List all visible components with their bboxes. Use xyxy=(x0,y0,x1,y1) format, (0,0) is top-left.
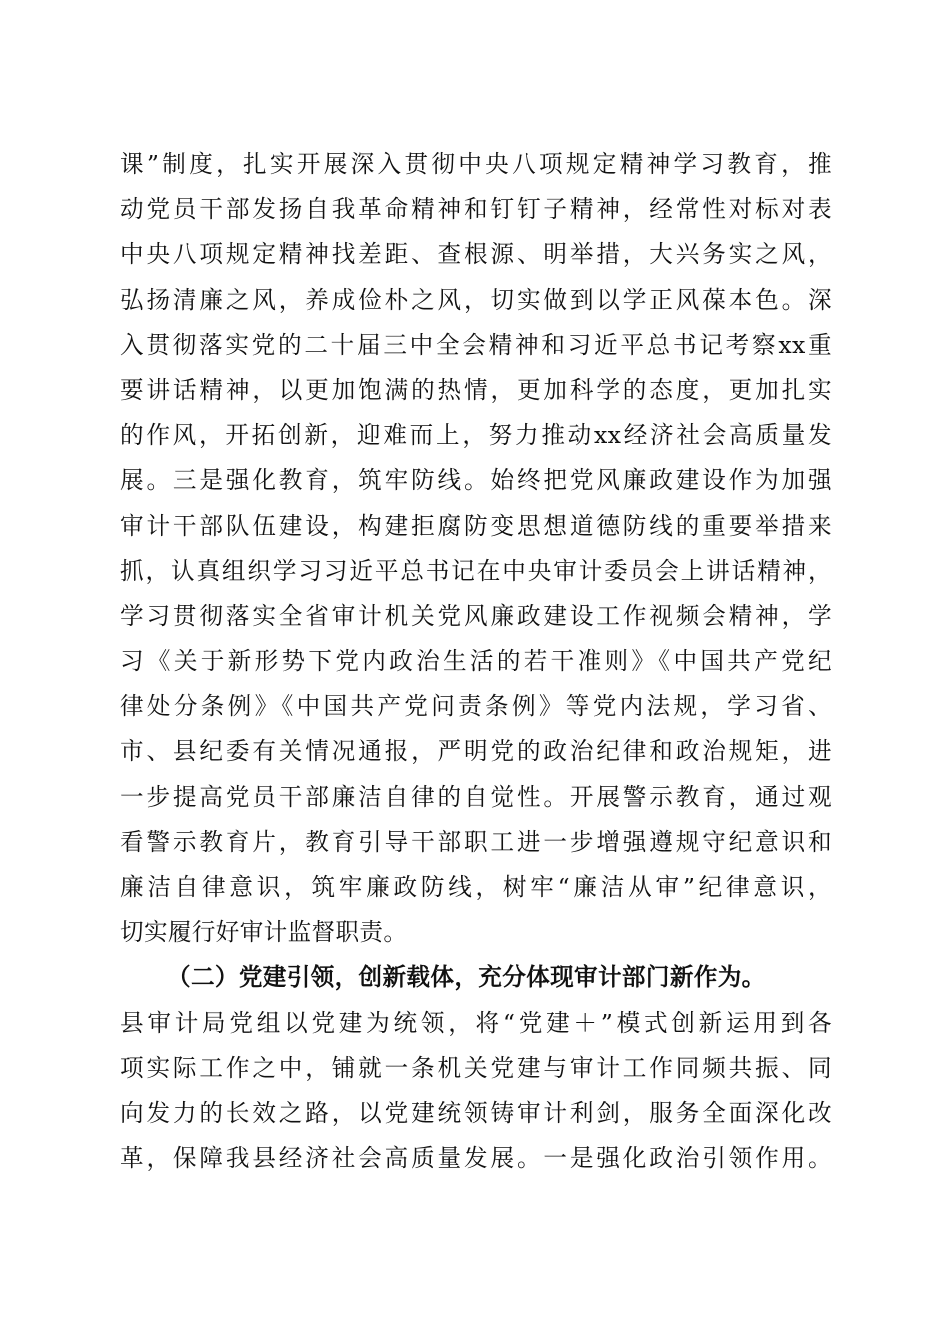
paragraph-line: 动党员干部发扬自我革命精神和钉钉子精神，经常性对标对表 xyxy=(120,195,832,224)
paragraph-line: 中央八项规定精神找差距、查根源、明举措，大兴务实之风， xyxy=(120,240,832,269)
paragraph-line: 市、县纪委有关情况通报，严明党的政治纪律和政治规矩，进 xyxy=(120,737,832,766)
paragraph-line: 看警示教育片，教育引导干部职工进一步增强遵规守纪意识和 xyxy=(120,827,832,856)
document-body xyxy=(120,142,832,1181)
paragraph-line: 展。三是强化教育，筑牢防线。始终把党风廉政建设作为加强 xyxy=(120,466,832,495)
paragraph-line: 弘扬清廉之风，养成俭朴之风，切实做到以学正风葆本色。深 xyxy=(120,285,832,314)
paragraph-line: 一步提高党员干部廉洁自律的自觉性。开展警示教育，通过观 xyxy=(120,782,832,811)
paragraph-line: 县审计局党组以党建为统领，将“党建＋”模式创新运用到各 xyxy=(120,1008,832,1037)
paragraph-line: 项实际工作之中，铺就一条机关党建与审计工作同频共振、同 xyxy=(120,1053,832,1082)
paragraph-line: 抓，认真组织学习习近平总书记在中央审计委员会上讲话精神， xyxy=(120,556,832,585)
paragraph-line: 审计干部队伍建设，构建拒腐防变思想道德防线的重要举措来 xyxy=(120,511,832,540)
paragraph-line: 课”制度，扎实开展深入贯彻中央八项规定精神学习教育，推 xyxy=(120,150,832,178)
paragraph-line: 入贯彻落实党的二十届三中全会精神和习近平总书记考察xx重 xyxy=(120,330,832,359)
paragraph-line: 要讲话精神，以更加饱满的热情，更加科学的态度，更加扎实 xyxy=(120,375,832,404)
paragraph-line: 廉洁自律意识，筑牢廉政防线，树牢“廉洁从审”纪律意识， xyxy=(120,873,832,901)
section-heading: （二）党建引领，创新载体，充分体现审计部门新作为。 xyxy=(167,963,766,992)
paragraph-line: 学习贯彻落实全省审计机关党风廉政建设工作视频会精神，学 xyxy=(120,601,832,630)
paragraph-line: 律处分条例》《中国共产党问责条例》等党内法规，学习省、 xyxy=(120,692,832,721)
paragraph-line: 的作风，开拓创新，迎难而上，努力推动xx经济社会高质量发 xyxy=(120,421,832,450)
paragraph-line: 向发力的长效之路，以党建统领铸审计利剑，服务全面深化改 xyxy=(120,1098,832,1127)
paragraph-line-last: 切实履行好审计监督职责。 xyxy=(120,918,408,947)
paragraph-line: 革，保障我县经济社会高质量发展。一是强化政治引领作用。 xyxy=(120,1144,832,1173)
paragraph-line: 习《关于新形势下党内政治生活的若干准则》《中国共产党纪 xyxy=(120,647,832,676)
